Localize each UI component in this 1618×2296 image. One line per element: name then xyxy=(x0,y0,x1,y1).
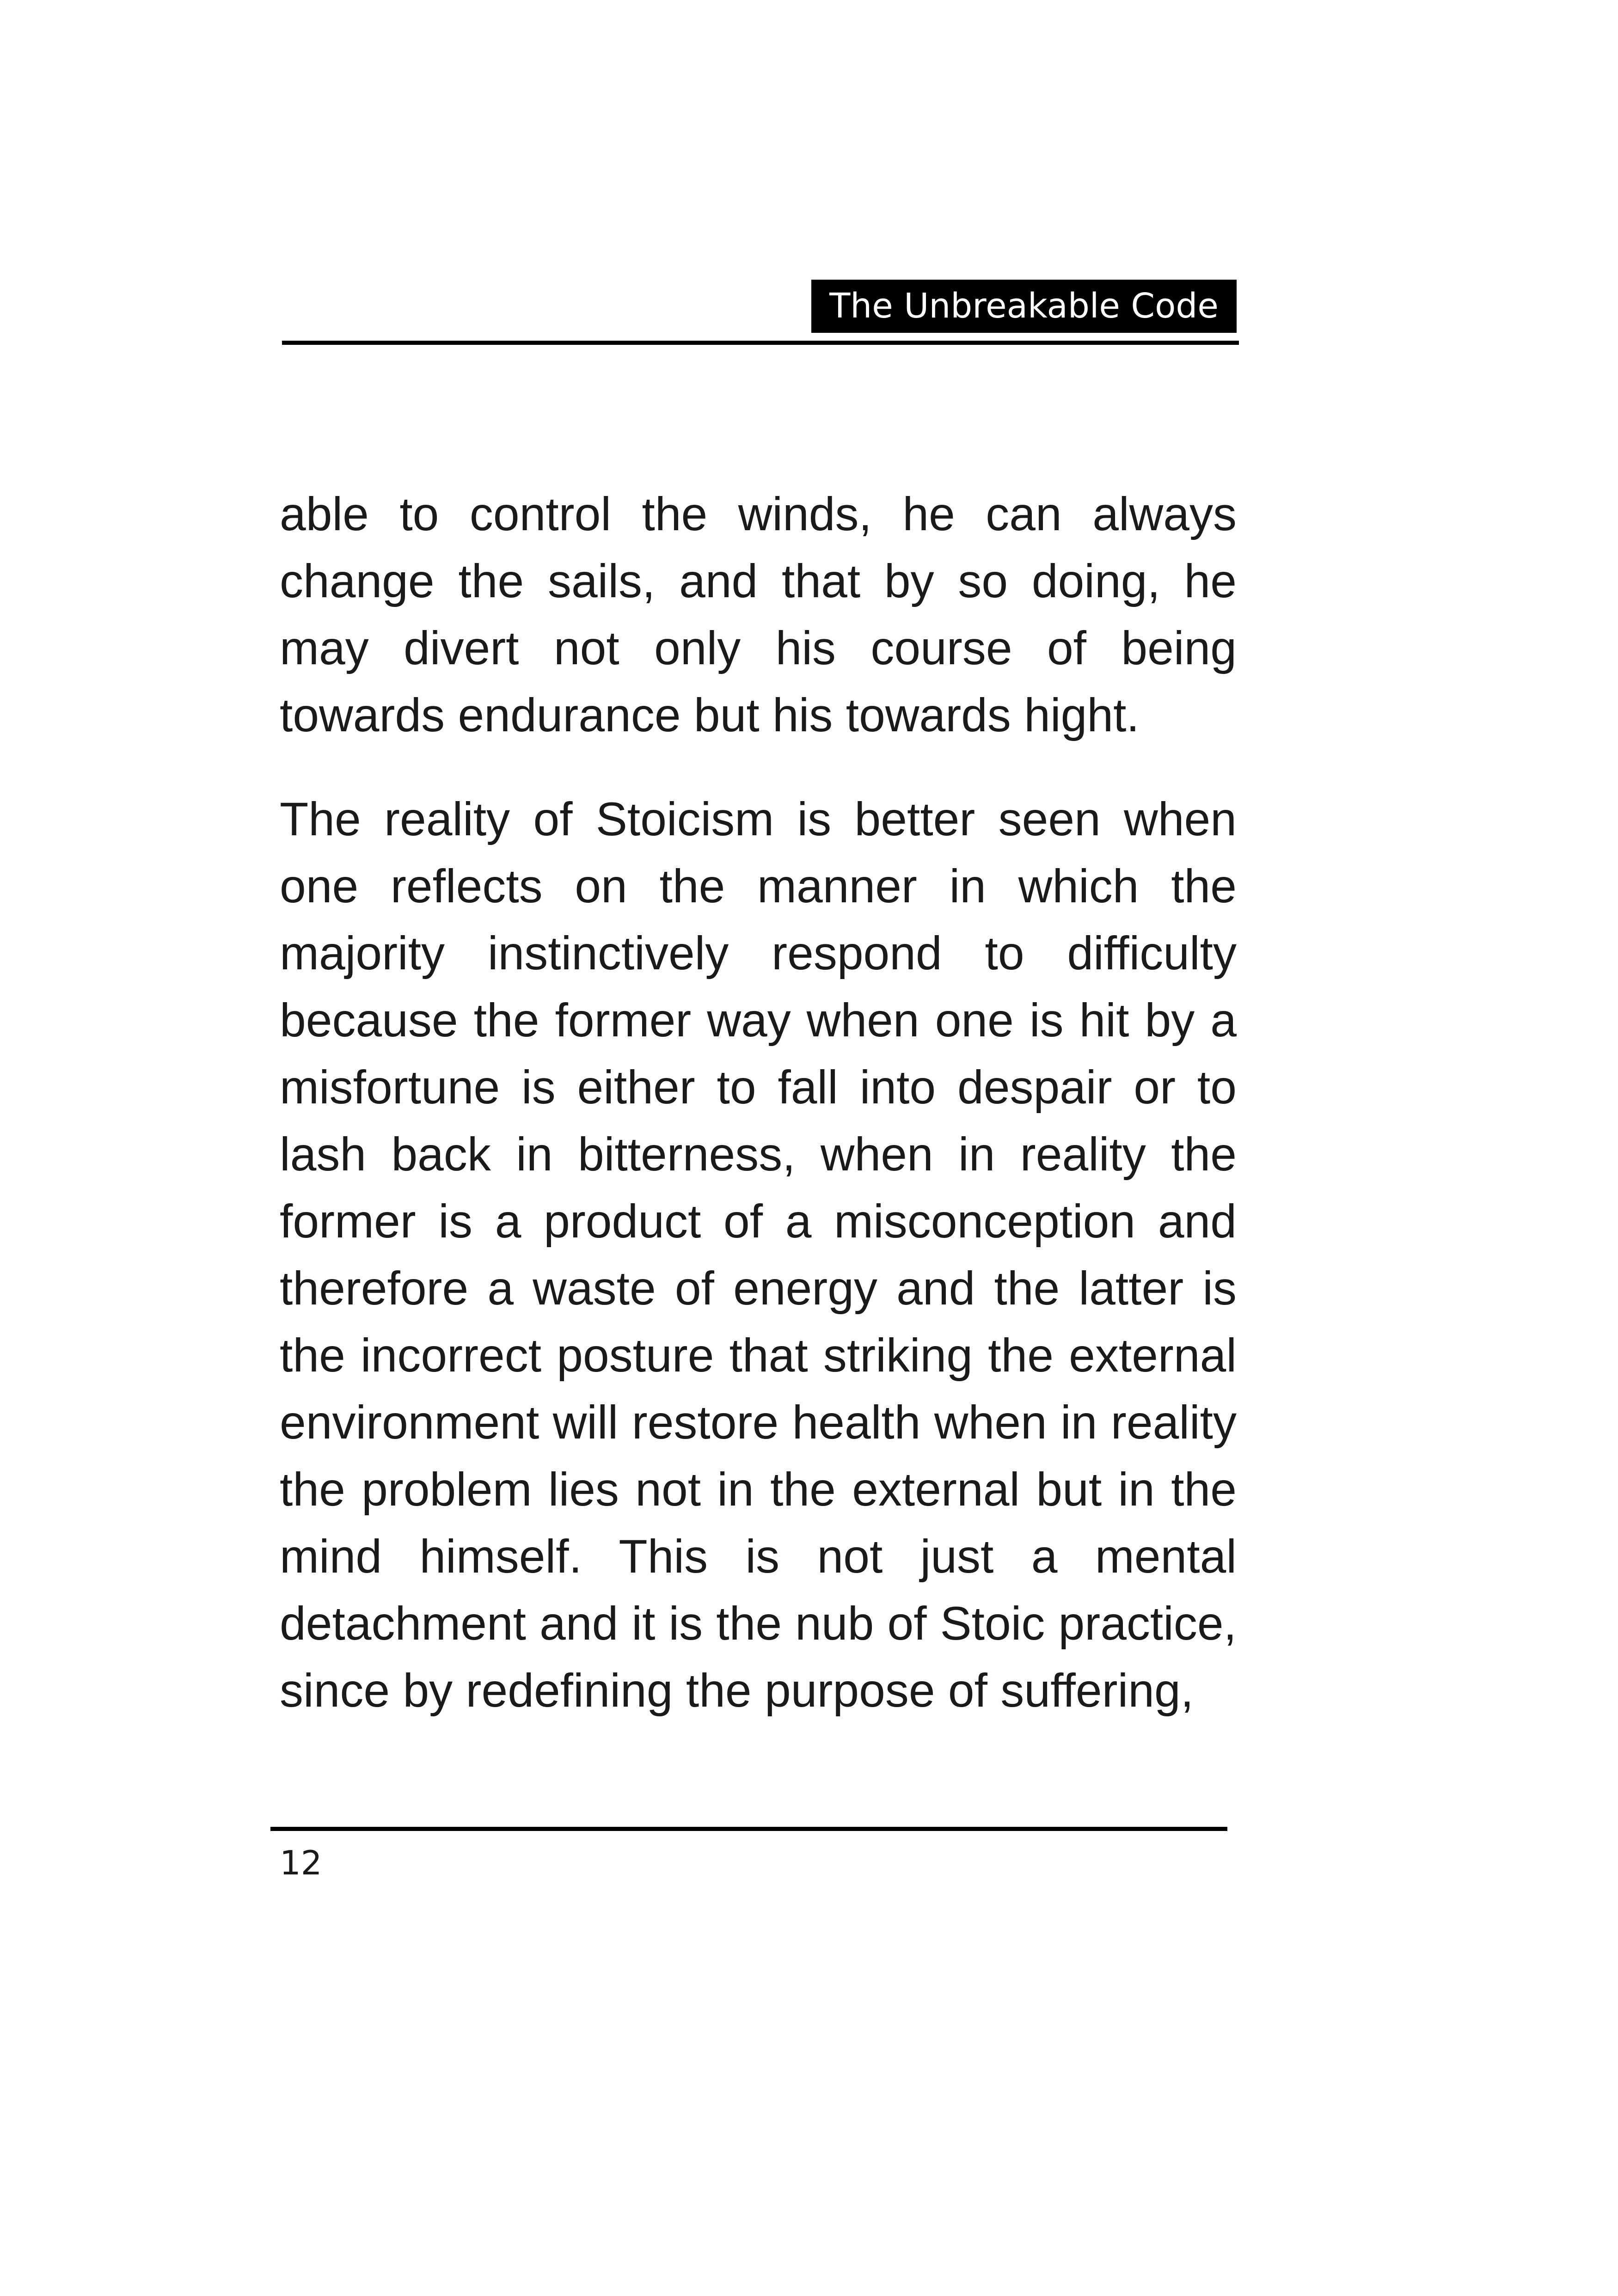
running-header: The Unbreakable Code xyxy=(811,280,1237,333)
paragraph: able to control the winds, he can always change the sails, and that by so doing, he may divert not only his course of being towards endurance but his towards hight. xyxy=(280,488,1237,741)
page-number: 12 xyxy=(280,1843,322,1882)
footer-rule xyxy=(270,1827,1227,1831)
header-rule xyxy=(282,341,1239,345)
paragraph: The reality of Stoicism is better seen when one reflects on the manner in which the majority instinctively respond to difficulty because the former way when one is hit by a misfortune is either to fall into despair or to lash back in bitterness, when in reality the former is a product of a misconception and therefore a waste of energy and the latter is the incorrect posture that striking the external environment will restore health when in reality the problem lies not in the external but in the mind himself. This is not just a mental detachment and it is the nub of Stoic practice, since by redefining the purpose of suffering, xyxy=(280,793,1237,1717)
body-text xyxy=(280,481,1237,1761)
